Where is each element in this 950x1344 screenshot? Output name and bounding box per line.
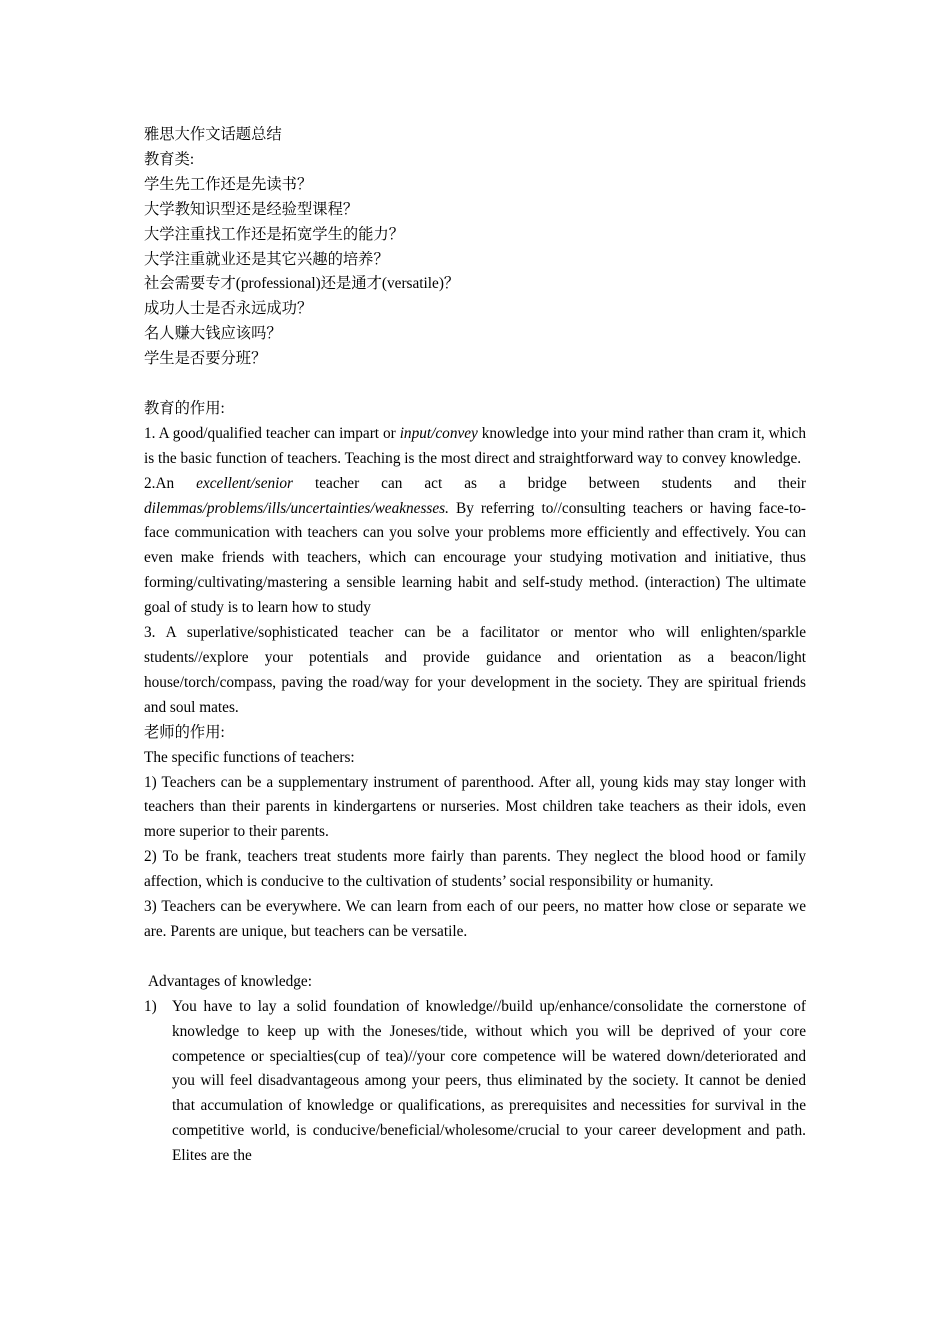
- topic-item: 名人赚大钱应该吗？: [144, 325, 282, 343]
- topic-item: 成功人士是否永远成功？: [144, 300, 313, 318]
- teacher-roles-subheading: The specific functions of teachers:: [144, 748, 355, 766]
- text-run: 1. A good/qualified teacher can impart or: [144, 424, 400, 442]
- text-run: teacher can act as a bridge between students and their: [293, 474, 807, 492]
- list-number: 1): [144, 997, 157, 1015]
- italic-run: dilemmas/problems/ills/uncertainties/weaknesses.: [144, 499, 449, 517]
- text-run: 2.An: [144, 474, 197, 492]
- knowledge-heading: Advantages of knowledge:: [148, 972, 312, 990]
- topic-item: 大学注重找工作还是拓宽学生的能力？: [144, 225, 405, 243]
- education-roles-paragraph-1: [144, 422, 806, 472]
- teacher-roles-paragraph-2: 2) To be frank, teachers treat students more fairly than parents. They neglect the blood hood or family affection, which is conducive to the cultivation of students’ social responsibility or humanity.: [144, 848, 806, 891]
- document-title: 雅思大作文话题总结: [144, 126, 282, 143]
- topic-item: 大学注重就业还是其它兴趣的培养？: [144, 250, 389, 268]
- topic-item: 学生是否要分班？: [144, 350, 267, 368]
- topic-list: [144, 173, 806, 372]
- text-run: knowledge into your mind rather than cram it, which is the basic function of teachers. Teaching is the most direct and straightforward way to convey knowledge.: [144, 424, 806, 467]
- italic-run: input/convey: [399, 424, 478, 442]
- education-roles-paragraph-2: [144, 472, 806, 621]
- education-roles-heading: 教育的作用:: [144, 399, 225, 417]
- topic-item: 社会需要专才(professional)还是通才(versatile)？: [144, 275, 460, 293]
- list-item-text: You have to lay a solid foundation of knowledge//build up/enhance/consolidate the cornerstone of knowledge to keep up with the Joneses/tide, without which you will be deprived of your core competence or specialties(cup of tea)//your core competence will be watered down/deteriorated and you will feel disadvantageous among your peers, thus eliminated by the society. It cannot be denied that accumulation of knowledge or qualifications, as prerequisites and necessities for survival in the competitive world, is conducive/beneficial/wholesome/crucial to your career development and path. Elites are the: [172, 997, 806, 1165]
- category-heading: 教育类:: [144, 150, 195, 168]
- topic-item: 学生先工作还是先读书？: [144, 175, 313, 193]
- teacher-roles-paragraph-1: 1) Teachers can be a supplementary instrument of parenthood. After all, young kids may stay longer with teachers than their parents in kindergartens or nurseries. Most children take teachers as their idols, even more superior to their parents.: [144, 773, 806, 841]
- education-roles-paragraph-3: 3. A superlative/sophisticated teacher can be a facilitator or mentor who will enlighten/sparkle students//explore your potentials and provide guidance and orientation as a beacon/light house/torch/compass, paving the road/way for your development in the society. They are spiritual friends and soul mates.: [144, 624, 806, 716]
- document-page: [144, 123, 806, 1169]
- text-run: By referring to//consulting teachers or having face-to-face communication with teachers can you solve your problems more efficiently and effectively. You can even make friends with teachers, which can encourage your studying motivation and initiative, thus forming/cultivating/mastering a sensible learning habit and self-study method. (interaction) The ultimate goal of study is to learn how to study: [144, 499, 806, 617]
- knowledge-list-item: [144, 995, 806, 1169]
- italic-run: excellent/senior: [196, 474, 294, 492]
- teacher-roles-heading: 老师的作用:: [144, 723, 225, 741]
- teacher-roles-paragraph-3: 3) Teachers can be everywhere. We can learn from each of our peers, no matter how close or separate we are. Parents are unique, but teachers can be versatile.: [144, 898, 806, 940]
- spacer: [144, 372, 806, 397]
- topic-item: 大学教知识型还是经验型课程？: [144, 200, 359, 218]
- spacer: [144, 945, 806, 970]
